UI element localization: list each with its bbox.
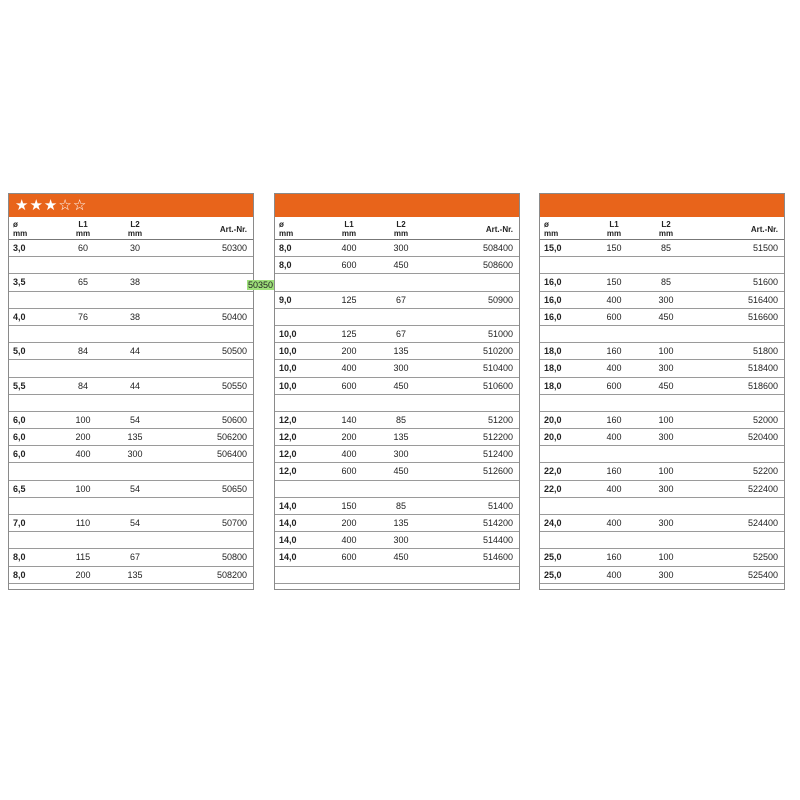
cell-art-nr: 506200 — [216, 432, 247, 443]
cell-l2: 300 — [393, 449, 409, 460]
table-body — [540, 240, 784, 584]
cell-l1: 400 — [606, 569, 622, 580]
cell-diameter: 14,0 — [279, 535, 297, 546]
header-l2: L2 mm — [127, 220, 143, 238]
header-art-nr: Art.-Nr. — [750, 225, 778, 234]
cell-art-nr: 506400 — [216, 449, 247, 460]
cell-diameter: 25,0 — [544, 552, 562, 563]
table-row — [275, 463, 519, 480]
header-l1: L1 mm — [606, 220, 622, 238]
header-l2: L2 mm — [393, 220, 409, 238]
cell-l2: 100 — [658, 346, 674, 357]
table-row — [275, 378, 519, 395]
cell-art-nr: 51500 — [752, 243, 778, 253]
table-row — [540, 498, 784, 515]
cell-diameter: 9,0 — [279, 294, 292, 305]
table-row — [275, 360, 519, 377]
cell-l2: 67 — [395, 328, 406, 339]
header-art-nr: Art.-Nr. — [219, 225, 247, 234]
cell-l1: 150 — [606, 243, 622, 253]
cell-l1: 600 — [341, 380, 357, 391]
cell-diameter: 3,5 — [13, 277, 26, 288]
table-row — [275, 309, 519, 326]
cell-l1: 200 — [75, 432, 91, 443]
cell-art-nr: 514200 — [482, 518, 513, 528]
cell-l1: 200 — [341, 518, 357, 528]
cell-diameter: 22,0 — [544, 466, 562, 477]
table-row — [275, 274, 519, 291]
cell-l1: 125 — [341, 328, 357, 339]
table-header — [540, 217, 784, 240]
cell-l1: 115 — [75, 552, 91, 563]
cell-l1: 150 — [606, 277, 622, 288]
cell-l1: 110 — [75, 518, 91, 528]
cell-l1: 600 — [606, 311, 622, 322]
table-row — [9, 429, 253, 446]
header-diameter: ø mm — [544, 220, 559, 238]
rating-stars — [15, 198, 86, 213]
table-body — [9, 240, 274, 584]
table-panel-2 — [274, 193, 520, 590]
cell-diameter: 12,0 — [279, 449, 297, 460]
star-filled-icon: ★ — [29, 197, 43, 214]
table-row — [9, 395, 253, 412]
table-row — [9, 446, 253, 463]
cell-art-nr: 512600 — [482, 466, 513, 477]
table-row — [540, 481, 784, 498]
cell-diameter: 18,0 — [544, 363, 562, 374]
cell-diameter: 8,0 — [13, 552, 26, 563]
cell-l1: 100 — [75, 414, 91, 425]
table-row — [275, 498, 519, 515]
table-header — [275, 217, 519, 240]
cell-l2: 450 — [393, 466, 409, 477]
table-row — [540, 326, 784, 343]
cell-art-nr: 525400 — [747, 569, 778, 580]
table-row — [9, 292, 253, 309]
header-l2: L2 mm — [658, 220, 674, 238]
table-row — [9, 274, 274, 291]
cell-l2: 67 — [395, 294, 406, 305]
cell-l1: 60 — [77, 243, 88, 253]
table-row — [275, 292, 519, 309]
cell-art-nr: 516600 — [747, 311, 778, 322]
cell-art-nr: 51800 — [752, 346, 778, 357]
table-row — [9, 515, 253, 532]
cell-art-nr: 520400 — [747, 432, 778, 443]
cell-diameter: 6,0 — [13, 414, 26, 425]
table-row — [540, 429, 784, 446]
table-row — [540, 549, 784, 566]
table-row — [540, 360, 784, 377]
cell-art-nr: 51200 — [487, 414, 513, 425]
table-row — [540, 463, 784, 480]
cell-l2: 300 — [658, 294, 674, 305]
table-row — [9, 481, 253, 498]
table-row — [540, 343, 784, 360]
cell-l2: 44 — [129, 380, 140, 391]
cell-art-nr: 514400 — [482, 535, 513, 546]
cell-l2: 100 — [658, 414, 674, 425]
cell-l2: 135 — [393, 346, 409, 357]
cell-art-nr: 508200 — [216, 569, 247, 580]
cell-diameter: 6,5 — [13, 483, 26, 494]
star-filled-icon: ★ — [43, 197, 58, 214]
cell-l2: 67 — [129, 552, 140, 563]
cell-diameter: 18,0 — [544, 380, 562, 391]
table-row — [275, 240, 519, 257]
table-row — [9, 463, 253, 480]
cell-l2: 300 — [658, 363, 674, 374]
cell-art-nr: 50700 — [221, 518, 247, 528]
table-row — [9, 343, 253, 360]
cell-l2: 135 — [127, 432, 143, 443]
table-row — [540, 395, 784, 412]
table-row — [9, 326, 253, 343]
table-row — [275, 412, 519, 429]
cell-art-nr: 510200 — [482, 346, 513, 357]
cell-l1: 150 — [341, 500, 357, 511]
table-row — [540, 292, 784, 309]
table-row — [9, 412, 253, 429]
cell-diameter: 14,0 — [279, 500, 297, 511]
table-row — [9, 240, 253, 257]
cell-art-nr: 512400 — [482, 449, 513, 460]
table-row — [275, 567, 519, 584]
cell-art-nr: 508600 — [482, 260, 513, 271]
cell-diameter: 5,0 — [13, 346, 26, 357]
cell-art-nr: 52000 — [752, 414, 778, 425]
cell-diameter: 8,0 — [279, 243, 292, 253]
cell-l1: 400 — [341, 243, 357, 253]
table-row — [540, 567, 784, 584]
cell-art-nr: 518600 — [747, 380, 778, 391]
cell-l2: 450 — [658, 380, 674, 391]
cell-art-nr: 51600 — [752, 277, 778, 288]
cell-l1: 600 — [341, 466, 357, 477]
header-diameter: ø mm — [13, 220, 28, 238]
cell-l1: 100 — [75, 483, 91, 494]
cell-diameter: 16,0 — [544, 311, 562, 322]
cell-l1: 400 — [341, 535, 357, 546]
table-row — [540, 446, 784, 463]
table-panel-1 — [8, 193, 274, 590]
cell-l2: 54 — [129, 518, 140, 528]
table-row — [540, 412, 784, 429]
cell-l2: 135 — [393, 432, 409, 443]
cell-diameter: 3,0 — [13, 243, 26, 253]
cell-l1: 400 — [606, 518, 622, 528]
cell-art-nr: 508400 — [482, 243, 513, 253]
cell-l1: 160 — [606, 346, 622, 357]
header-l1: L1 mm — [341, 220, 357, 238]
header-art-nr: Art.-Nr. — [485, 225, 513, 234]
table-panel-3 — [539, 193, 785, 590]
table-row — [9, 309, 253, 326]
star-filled-icon: ★ — [15, 197, 29, 214]
cell-l2: 100 — [658, 552, 674, 563]
cell-diameter: 20,0 — [544, 414, 562, 425]
cell-art-nr: 514600 — [482, 552, 513, 563]
table-row — [275, 257, 519, 274]
cell-l1: 400 — [606, 483, 622, 494]
table-row — [275, 515, 519, 532]
cell-art-nr: 518400 — [747, 363, 778, 374]
cell-l1: 600 — [341, 552, 357, 563]
table-row — [540, 257, 784, 274]
cell-art-nr: 512200 — [482, 432, 513, 443]
cell-l1: 140 — [341, 414, 357, 425]
cell-diameter: 6,0 — [13, 432, 26, 443]
table-row — [275, 343, 519, 360]
table-row — [540, 309, 784, 326]
cell-diameter: 6,0 — [13, 449, 26, 460]
table-row — [275, 532, 519, 549]
cell-diameter: 12,0 — [279, 414, 297, 425]
table-row — [9, 549, 253, 566]
cell-l1: 200 — [341, 432, 357, 443]
cell-l2: 30 — [129, 243, 140, 253]
cell-diameter: 14,0 — [279, 552, 297, 563]
cell-l1: 600 — [606, 380, 622, 391]
table-row — [540, 240, 784, 257]
cell-diameter: 20,0 — [544, 432, 562, 443]
cell-l2: 54 — [129, 414, 140, 425]
table-row — [9, 567, 253, 584]
cell-l2: 450 — [393, 380, 409, 391]
cell-l2: 300 — [658, 483, 674, 494]
star-empty-icon: ☆ — [72, 197, 87, 214]
cell-diameter: 10,0 — [279, 380, 297, 391]
table-row — [540, 532, 784, 549]
cell-l1: 65 — [77, 277, 88, 288]
cell-l1: 160 — [606, 466, 622, 477]
table-row — [540, 515, 784, 532]
cell-diameter: 8,0 — [279, 260, 292, 271]
cell-l2: 450 — [393, 552, 409, 563]
cell-diameter: 10,0 — [279, 328, 297, 339]
cell-l1: 400 — [606, 294, 622, 305]
table-row — [9, 360, 253, 377]
table-row — [275, 446, 519, 463]
cell-l1: 400 — [341, 363, 357, 374]
cell-l2: 85 — [395, 414, 406, 425]
table-row — [540, 274, 784, 291]
cell-diameter: 5,5 — [13, 380, 26, 391]
table-row — [9, 498, 253, 515]
table-row — [540, 378, 784, 395]
header-diameter: ø mm — [279, 220, 294, 238]
cell-diameter: 10,0 — [279, 363, 297, 374]
cell-diameter: 25,0 — [544, 569, 562, 580]
table-row — [275, 549, 519, 566]
cell-art-nr: 50600 — [221, 414, 247, 425]
cell-l1: 76 — [77, 311, 88, 322]
table-row — [275, 326, 519, 343]
cell-l1: 200 — [75, 569, 91, 580]
cell-l2: 38 — [129, 277, 140, 288]
cell-l2: 38 — [129, 311, 140, 322]
cell-diameter: 16,0 — [544, 277, 562, 288]
cell-l1: 400 — [341, 449, 357, 460]
table-banner — [540, 194, 784, 217]
cell-l2: 300 — [393, 243, 409, 253]
cell-art-nr: 50650 — [221, 483, 247, 494]
cell-l2: 85 — [660, 277, 671, 288]
cell-diameter: 24,0 — [544, 518, 562, 528]
cell-l1: 125 — [341, 294, 357, 305]
cell-diameter: 12,0 — [279, 466, 297, 477]
cell-art-nr: 510600 — [482, 380, 513, 391]
table-row — [275, 395, 519, 412]
cell-l2: 135 — [127, 569, 143, 580]
cell-l2: 450 — [658, 311, 674, 322]
cell-l2: 450 — [393, 260, 409, 271]
cell-l2: 300 — [393, 535, 409, 546]
cell-l1: 400 — [75, 449, 91, 460]
cell-l2: 85 — [395, 500, 406, 511]
cell-art-nr: 516400 — [747, 294, 778, 305]
cell-l1: 84 — [77, 380, 88, 391]
cell-l2: 54 — [129, 483, 140, 494]
highlighted-art-nr: 50350 — [248, 280, 274, 291]
cell-l1: 400 — [606, 363, 622, 374]
cell-art-nr: 51400 — [487, 500, 513, 511]
cell-diameter: 22,0 — [544, 483, 562, 494]
cell-l2: 300 — [393, 363, 409, 374]
cell-art-nr: 50400 — [221, 311, 247, 322]
cell-art-nr: 524400 — [747, 518, 778, 528]
cell-diameter: 12,0 — [279, 432, 297, 443]
cell-l1: 600 — [341, 260, 357, 271]
cell-art-nr: 50900 — [487, 294, 513, 305]
cell-art-nr: 50500 — [221, 346, 247, 357]
table-row — [275, 481, 519, 498]
cell-l1: 400 — [606, 432, 622, 443]
cell-diameter: 14,0 — [279, 518, 297, 528]
cell-art-nr: 50800 — [221, 552, 247, 563]
cell-l2: 100 — [658, 466, 674, 477]
cell-art-nr: 52200 — [752, 466, 778, 477]
cell-l2: 300 — [658, 518, 674, 528]
cell-diameter: 4,0 — [13, 311, 26, 322]
cell-diameter: 18,0 — [544, 346, 562, 357]
cell-art-nr: 51000 — [487, 328, 513, 339]
cell-diameter: 16,0 — [544, 294, 562, 305]
header-l1: L1 mm — [75, 220, 91, 238]
cell-diameter: 15,0 — [544, 243, 562, 253]
cell-l1: 84 — [77, 346, 88, 357]
star-empty-icon: ☆ — [58, 197, 72, 214]
cell-art-nr: 52500 — [752, 552, 778, 563]
table-row — [9, 257, 253, 274]
cell-l2: 135 — [393, 518, 409, 528]
cell-l1: 200 — [341, 346, 357, 357]
cell-art-nr: 50300 — [221, 243, 247, 253]
cell-l2: 300 — [658, 569, 674, 580]
cell-art-nr: 510400 — [482, 363, 513, 374]
cell-art-nr: 50550 — [221, 380, 247, 391]
table-row — [275, 429, 519, 446]
cell-l1: 160 — [606, 552, 622, 563]
cell-diameter: 8,0 — [13, 569, 26, 580]
cell-l2: 300 — [658, 432, 674, 443]
table-header — [9, 217, 253, 240]
table-banner — [9, 194, 253, 217]
cell-l2: 85 — [660, 243, 671, 253]
cell-l1: 160 — [606, 414, 622, 425]
cell-art-nr: 522400 — [747, 483, 778, 494]
table-banner — [275, 194, 519, 217]
table-body — [275, 240, 519, 584]
table-row — [9, 532, 253, 549]
cell-diameter: 7,0 — [13, 518, 26, 528]
table-row — [9, 378, 253, 395]
cell-l2: 300 — [127, 449, 143, 460]
cell-l2: 44 — [129, 346, 140, 357]
cell-diameter: 10,0 — [279, 346, 297, 357]
